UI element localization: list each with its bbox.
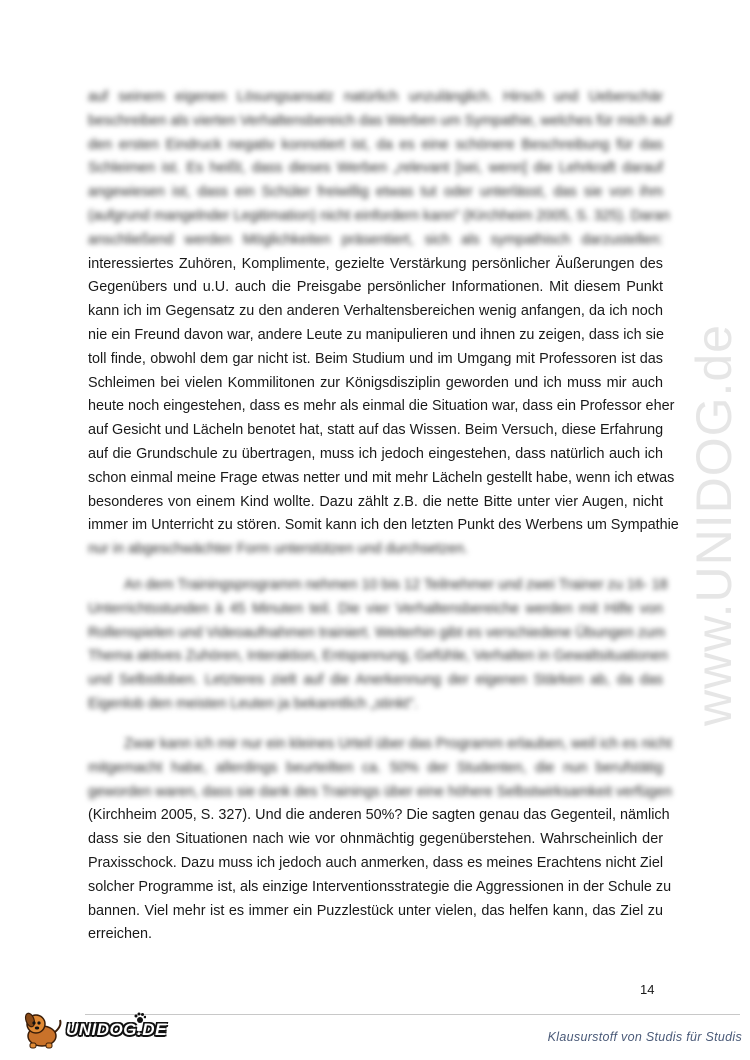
text-line: den ersten Eindruck negativ konnotiert ist, da es eine schönere Beschreibung für das [88,136,663,153]
text-line: und Selbstloben. Letzteres zielt auf die Anerkennung der eigenen Stärken ab, da das [88,672,663,689]
footer-divider [85,1014,740,1015]
text-line: besonderes von einem Kind wollte. Dazu zählt z.B. die nette Bitte unter vier Augen, nicht [88,493,663,510]
footer-tagline: Klausurstoff von Studis für Studis [547,1030,742,1044]
paragraph-3 [88,733,672,947]
text-line: interessiertes Zuhören, Komplimente, gezielte Verstärkung persönlicher Äußerungen des [88,255,663,272]
text-line: kann ich im Gegensatz zu den anderen Verhaltensbereichen wenig anfangen, da ich noch [88,303,663,320]
text-line: auf Gesicht und Lächeln benotet hat, statt auf das Wissen. Beim Versuch, diese Erfahrung [88,422,664,439]
text-line: beschreiben als vierten Verhaltensbereich das Werben um Sympathie, welches für mich auf [88,112,672,129]
text-line: An dem Trainingsprogramm nehmen 10 bis 12 Teilnehmer und zwei Trainer zu 16- 18 [124,577,668,593]
text-line: Schleimen ist. Es heißt, dass dieses Werben „relevant [sei, wenn] die Lehrkraft darauf [88,160,663,177]
paragraph-1 [88,86,679,562]
page-number: 14 [640,982,655,997]
text-line: (aufgrund mangelnder Legitimation) nicht einfordern kann" (Kirchheim 2005, S. 325). Daran [88,207,670,224]
text-line: bannen. Viel mehr ist es immer ein Puzzlestück unter vielen, das helfen kann, das Ziel zu [88,902,663,919]
unidog-logo [22,1010,182,1050]
text-line: Zwar kann ich mir nur ein kleines Urteil über das Programm erlauben, weil ich es nicht [124,736,672,752]
text-line: dass sie den Situationen nach wie vor ohnmächtig gegenüberstehen. Wahrscheinlich der [88,831,663,848]
text-line: Thema aktives Zuhören, Interaktion, Entspannung, Gefühle, Verhalten in Gewaltsituationen [88,648,668,665]
text-line: Eigenlob den meisten Leuten ja bekanntlich „stinkt". [88,695,418,712]
text-line: erreichen. [88,926,152,943]
text-line: Praxisschock. Dazu muss ich jedoch auch anmerken, dass es meines Erachtens nicht Ziel [88,854,664,871]
watermark-text: www.UNIDOG.de [686,324,742,726]
text-line: Unterrichtsstunden à 45 Minuten teil. Die vier Verhaltensbereiche werden mit Hilfe von [88,600,663,617]
text-line: Gegenübers und u.U. auch die Preisgabe persönlicher Informationen. Mit diesem Punkt [88,279,663,296]
text-line: heute noch eingestehen, dass es mehr als einmal die Situation war, dass ein Professor eher [88,398,675,415]
text-line: schon einmal meine Frage etwas netter und mit mehr Lächeln gestellt habe, wenn ich etwas [88,469,675,486]
text-line: mitgemacht habe, allerdings beurteilten ca. 50% der Studenten, die nun berufstätig [88,759,663,776]
watermark [684,290,744,760]
text-line: nur in abgeschwächter Form unterstützen und durchsetzen. [88,541,468,558]
text-line: anschließend werden Möglichkeiten präsentiert, sich als sympathisch darzustellen: [88,231,663,248]
paragraph-2 [88,574,668,717]
text-line: nie ein Freund davon war, andere Leute zu manipulieren und ihnen zu zeigen, dass ich sie [88,326,665,343]
dog-mascot-icon [22,1010,66,1050]
text-line: auf die Grundschule zu übertragen, muss ich jedoch eingestehen, dass natürlich auch ich [88,445,663,462]
text-line: auf seinem eigenen Lösungsansatz natürlich unzulänglich. Hirsch und Ueberschär [88,89,663,105]
text-line: immer im Unterricht zu stören. Somit kann ich den letzten Punkt des Werbens um Sympathie [88,517,679,534]
text-line: (Kirchheim 2005, S. 327). Und die anderen 50%? Die sagten genau das Gegenteil, nämlich [88,807,670,824]
text-line: geworden waren, dass sie dank des Trainings über eine höhere Selbstwirksamkeit verfügen [88,783,672,800]
text-line: toll finde, obwohl dem gar nicht ist. Beim Studium und im Umgang mit Professoren ist das [88,350,663,367]
text-line: Schleimen bei vielen Kommilitonen zur Königsdisziplin geworden und ich muss mir auch [88,374,663,391]
text-line: solcher Programme ist, als einzige Interventionsstrategie die Aggressionen in der Schule zu [88,878,672,895]
text-line: angewiesen ist, dass ein Schüler freiwillig etwas tut oder unterlässt, das sie von ihm [88,184,663,201]
text-line: Rollenspielen und Videoaufnahmen trainiert. Weiterhin gibt es verschiedene Übungen zum [88,624,666,641]
logo-text: UNIDOG.DE [66,1020,167,1039]
